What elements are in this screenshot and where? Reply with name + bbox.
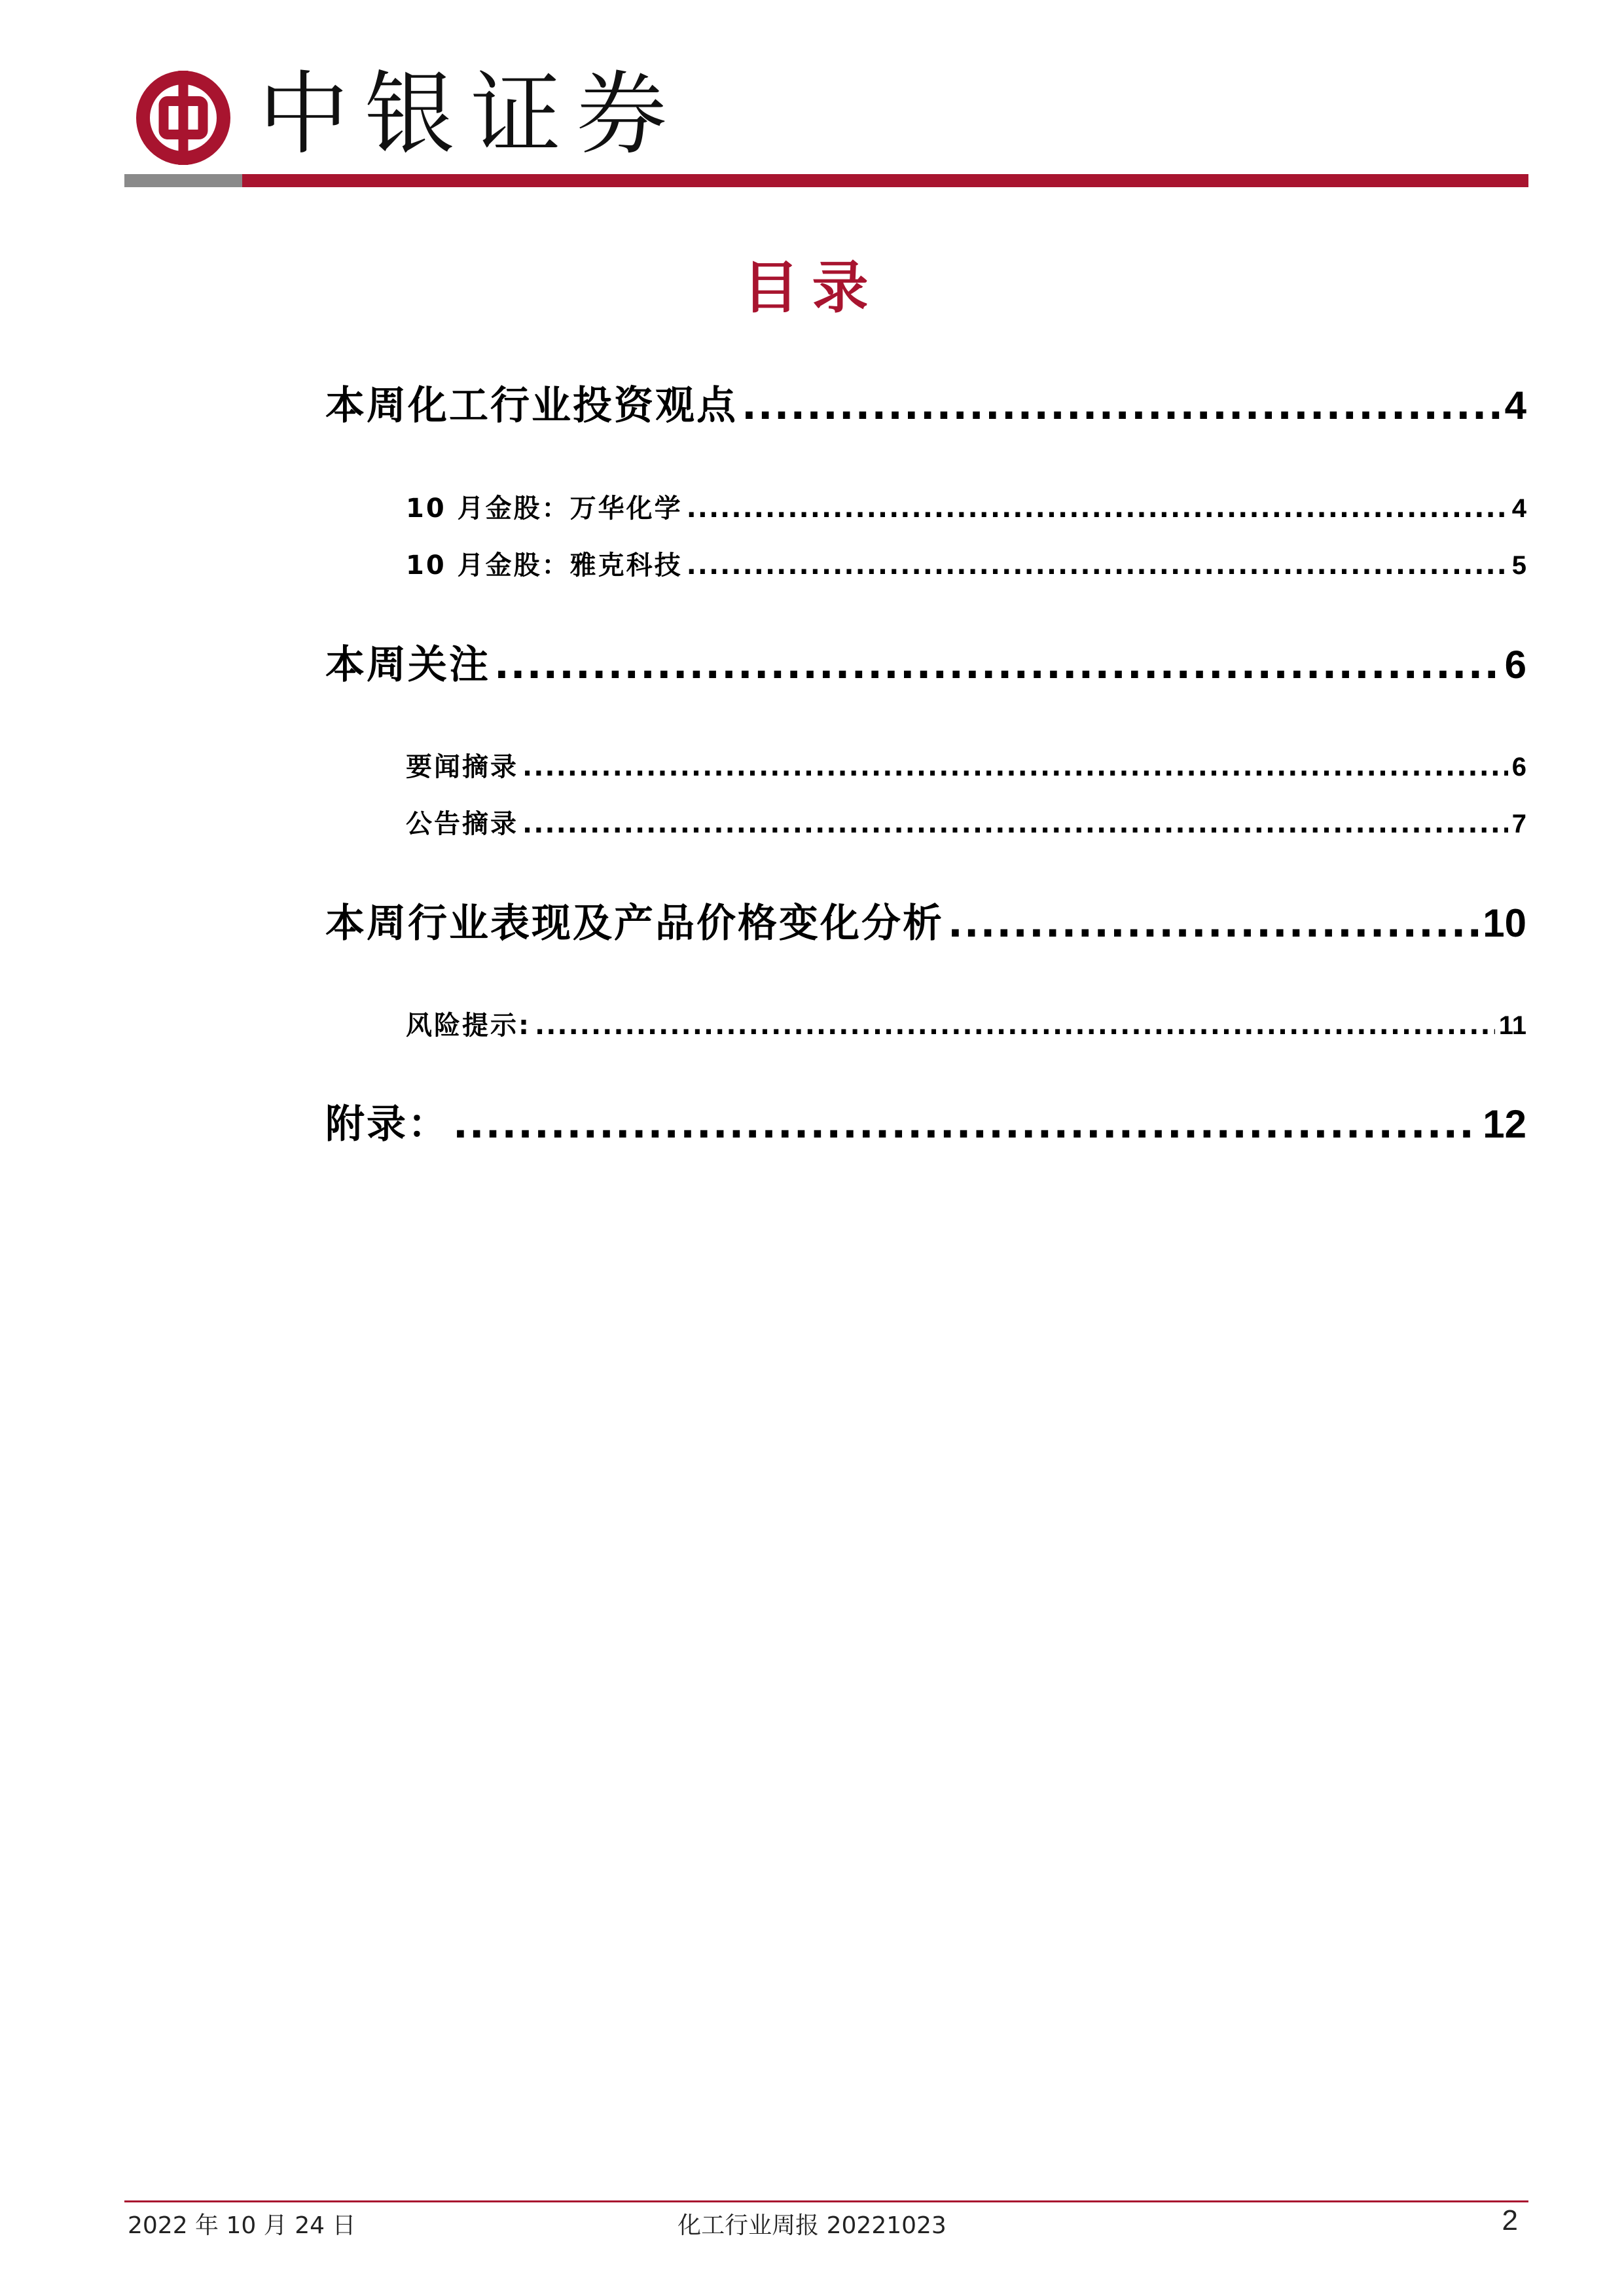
footer-report-name: 化工行业周报 20221023 [677, 2212, 947, 2239]
toc-leader-dots [522, 752, 1508, 782]
toc-entry-page: 10 [1483, 901, 1526, 945]
toc-entry-label: 本周关注 [325, 642, 490, 688]
toc-leader-dots [687, 493, 1508, 524]
toc-entry-page: 12 [1483, 1102, 1526, 1146]
toc-entry[interactable] [406, 488, 1526, 525]
toc-entry-page: 4 [1511, 494, 1526, 523]
toc-title: 目录 [742, 255, 882, 321]
toc-entry[interactable] [325, 374, 1526, 431]
brand-name: 中银证券 [259, 62, 683, 167]
toc-leader-dots [742, 383, 1501, 429]
toc-entry-label: 要闻摘录 [406, 752, 518, 782]
toc-entry-label: 10 月金股：雅克科技 [406, 550, 683, 581]
footer-page-number: 2 [1502, 2204, 1518, 2236]
footer-divider [124, 2200, 1528, 2202]
boc-logo [134, 69, 232, 167]
header-bar-gray [124, 174, 242, 187]
toc-entry[interactable] [406, 1005, 1526, 1042]
toc-entry[interactable] [406, 545, 1526, 582]
toc-entry-label: 10 月金股：万华化学 [406, 493, 683, 524]
toc-entry[interactable] [325, 634, 1526, 690]
footer-date: 2022 年 10 月 24 日 [128, 2212, 356, 2239]
toc-leader-dots [535, 1011, 1495, 1041]
toc-entry-label: 本周行业表现及产品价格变化分析 [325, 901, 944, 946]
toc-leader-dots [687, 550, 1508, 581]
toc-entry[interactable] [406, 803, 1526, 840]
toc-entry[interactable] [325, 1093, 1526, 1149]
toc-leader-dots [453, 1102, 1479, 1147]
toc-entry[interactable] [325, 892, 1526, 948]
toc-entry-label: 附录： [325, 1102, 449, 1147]
toc-entry-label: 本周化工行业投资观点 [325, 383, 738, 429]
toc-entry-label: 风险提示: [406, 1011, 531, 1041]
toc-leader-dots [522, 809, 1508, 839]
toc-entry-page: 4 [1504, 384, 1526, 427]
toc-entry[interactable] [406, 746, 1526, 783]
toc-entry-page: 5 [1511, 551, 1526, 580]
toc-entry-page: 11 [1498, 1011, 1526, 1040]
toc-entry-page: 6 [1511, 753, 1526, 781]
toc-leader-dots [948, 901, 1479, 946]
header-bar-red [242, 174, 1528, 187]
toc-leader-dots [494, 642, 1501, 688]
toc-entry-page: 7 [1511, 810, 1526, 838]
toc-entry-page: 6 [1504, 643, 1526, 687]
toc-entry-label: 公告摘录 [406, 809, 518, 839]
